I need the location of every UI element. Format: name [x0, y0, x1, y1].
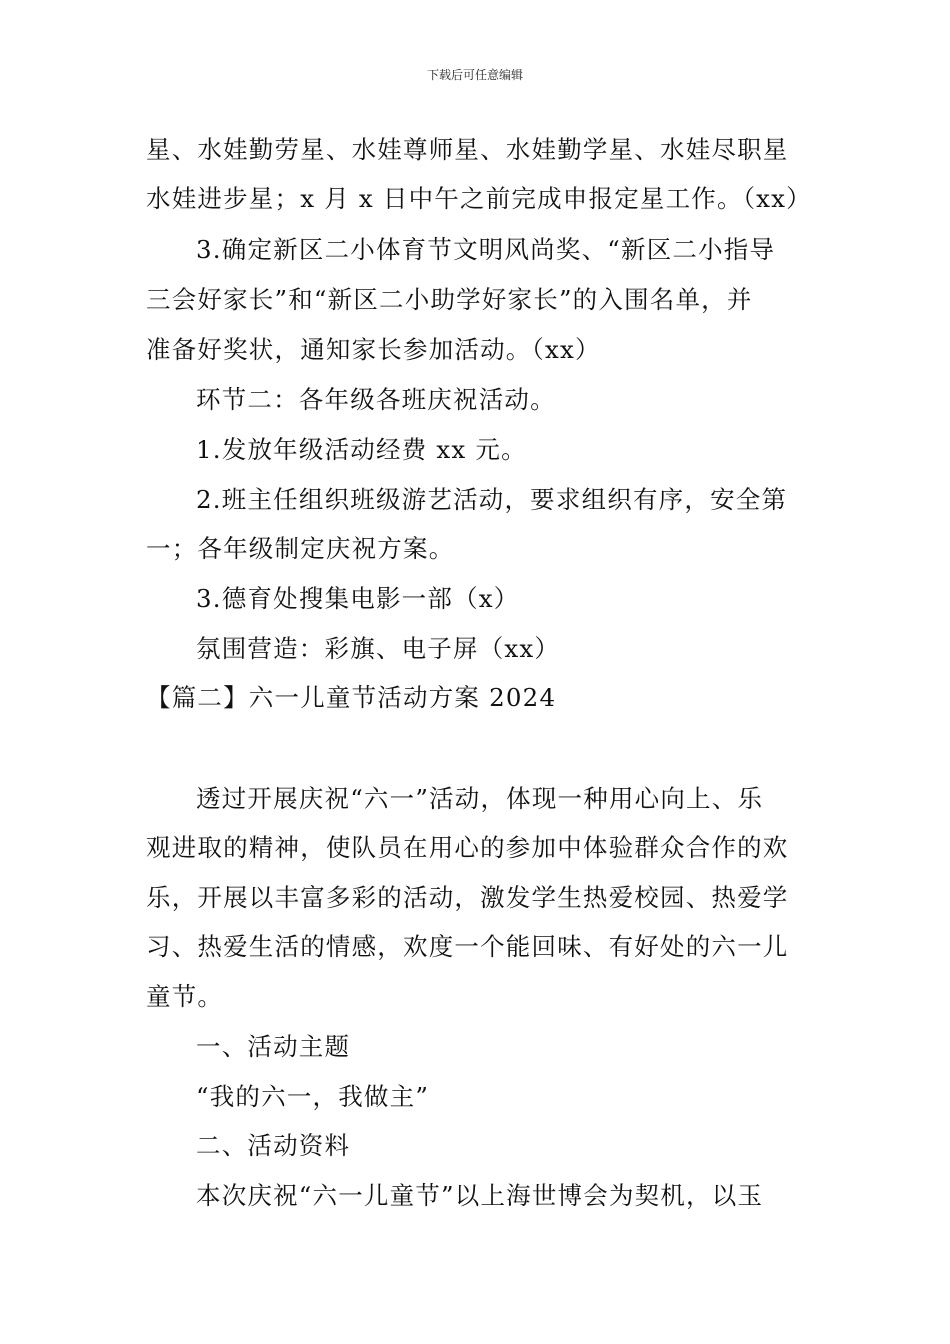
paragraph-line: 本次庆祝“六一儿童节”以上海世博会为契机，以玉 — [196, 1181, 764, 1210]
paragraph-line: 2.班主任组织班级游艺活动，要求组织有序，安全第 — [196, 485, 788, 514]
subheading-activity-materials: 二、活动资料 — [196, 1131, 351, 1160]
paragraph-line: 环节二：各年级各班庆祝活动。 — [196, 385, 556, 414]
theme-slogan: “我的六一，我做主” — [196, 1082, 430, 1111]
paragraph-line: 3.德育处搜集电影一部（x） — [196, 584, 520, 613]
header-note: 下载后可任意编辑 — [426, 68, 523, 82]
paragraph-line: 一；各年级制定庆祝方案。 — [146, 534, 455, 563]
paragraph-line: 星、水娃勤劳星、水娃尊师星、水娃勤学星、水娃尽职星 — [146, 135, 789, 164]
paragraph-line: 透过开展庆祝“六一”活动，体现一种用心向上、乐 — [196, 784, 764, 813]
paragraph-line: 观进取的精神，使队员在用心的参加中体验群众合作的欢 — [146, 833, 789, 862]
paragraph-line: 准备好奖状，通知家长参加活动。（xx） — [146, 335, 601, 364]
paragraph-line: 习、热爱生活的情感，欢度一个能回味、有好处的六一儿 — [146, 932, 789, 961]
paragraph-line: 水娃进步星；x 月 x 日中午之前完成申报定星工作。（xx） — [146, 184, 812, 213]
paragraph-line: 1.发放年级活动经费 xx 元。 — [196, 435, 527, 464]
paragraph-line: 乐，开展以丰富多彩的活动，激发学生热爱校园、热爱学 — [146, 883, 789, 912]
paragraph-line: 氛围营造：彩旗、电子屏（xx） — [196, 634, 561, 663]
paragraph-line: 3.确定新区二小体育节文明风尚奖、“新区二小指导 — [196, 235, 776, 264]
paragraph-line: 童节。 — [146, 982, 224, 1011]
section-heading: 【篇二】六一儿童节活动方案 2024 — [146, 683, 557, 712]
subheading-activity-theme: 一、活动主题 — [196, 1032, 351, 1061]
paragraph-line: 三会好家长”和“新区二小助学好家长”的入围名单，并 — [146, 285, 753, 314]
